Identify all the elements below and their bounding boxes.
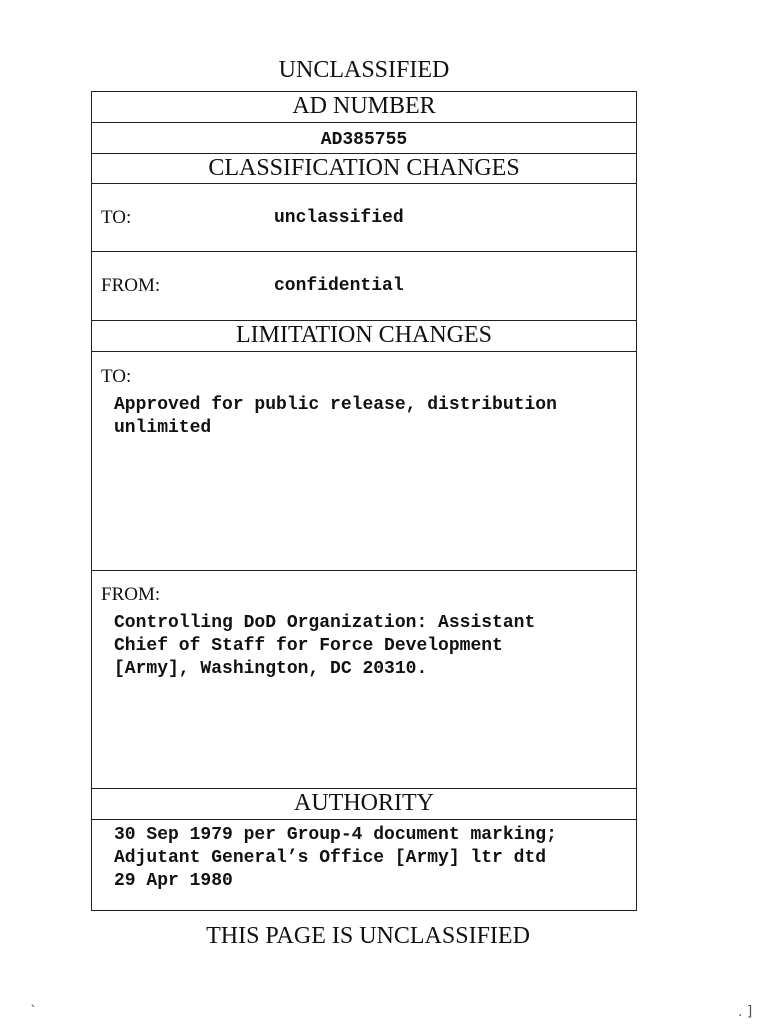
classification-to-row (92, 184, 636, 252)
limitation-changes-header-row (92, 321, 636, 352)
ad-number-value-row (92, 123, 636, 154)
scan-artifact-left: ` (30, 1004, 37, 1020)
limitation-from-text: Controlling DoD Organization: Assistant Chief of Staff for Force Development [Army], Washington, DC 20310. (114, 613, 536, 679)
classification-from-label: FROM: (101, 275, 161, 296)
classification-changes-heading: CLASSIFICATION CHANGES (208, 155, 520, 181)
classification-changes-header-row (92, 154, 636, 184)
classification-form (91, 91, 637, 911)
limitation-to-label: TO: (101, 366, 132, 387)
scan-artifact-right: . ] (738, 1004, 753, 1020)
limitation-changes-heading: LIMITATION CHANGES (235, 322, 493, 348)
ad-number-heading: AD NUMBER (292, 93, 436, 119)
classification-to-label: TO: (101, 207, 132, 228)
authority-text: 30 Sep 1979 per Group-4 document marking; Adjutant General’s Office [Army] ltr dtd 29 Apr 1980 (114, 825, 557, 891)
ad-number-value: AD385755 (320, 130, 408, 150)
ad-number-header-row (92, 92, 636, 123)
classification-from-value: confidential (274, 276, 404, 296)
classification-marking-bottom: THIS PAGE IS UNCLASSIFIED (206, 923, 530, 949)
limitation-to-text: Approved for public release, distribution unlimited (114, 395, 557, 438)
authority-header-row (92, 789, 636, 820)
limitation-from-label: FROM: (101, 584, 161, 605)
authority-text-row (92, 820, 636, 910)
limitation-to-row (92, 352, 636, 571)
classification-to-value: unclassified (274, 208, 404, 228)
classification-from-row (92, 252, 636, 321)
classification-marking-top: UNCLASSIFIED (278, 57, 450, 83)
authority-heading: AUTHORITY (294, 790, 434, 816)
limitation-from-row (92, 571, 636, 789)
